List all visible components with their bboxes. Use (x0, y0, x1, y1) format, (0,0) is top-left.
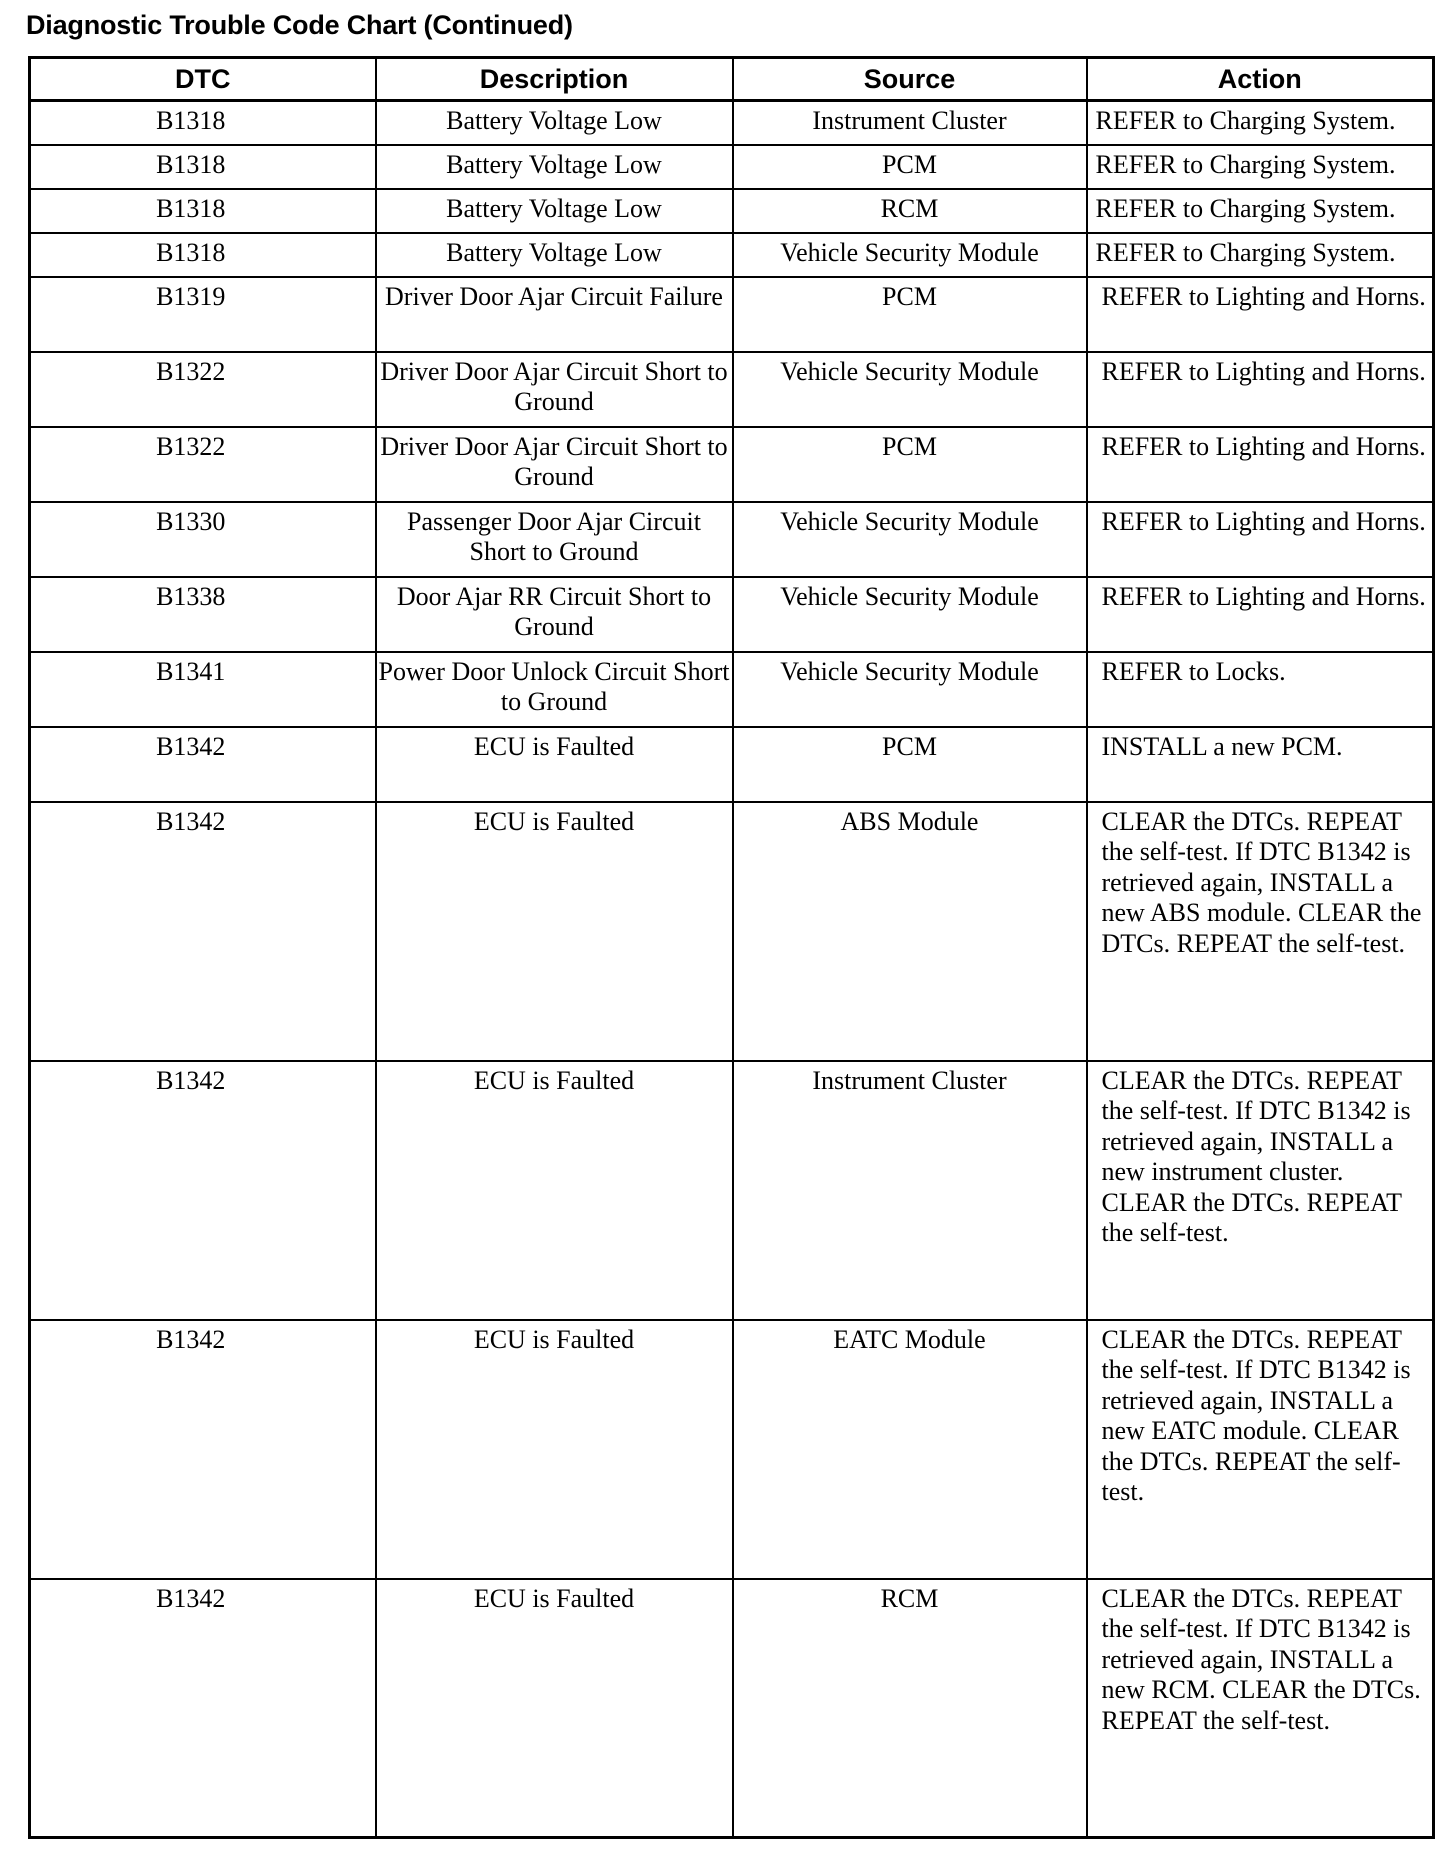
source-cell: Vehicle Security Module (733, 352, 1087, 427)
action-cell: REFER to Charging System. (1087, 101, 1434, 145)
action-cell: REFER to Lighting and Horns. (1087, 277, 1434, 352)
action-cell: REFER to Charging System. (1087, 189, 1434, 233)
action-cell: REFER to Lighting and Horns. (1087, 352, 1434, 427)
source-cell: ABS Module (733, 802, 1087, 1061)
dtc-cell: B1342 (30, 1579, 376, 1838)
column-header-action: Action (1087, 58, 1434, 101)
column-header-source: Source (733, 58, 1087, 101)
table-row (30, 427, 1434, 502)
dtc-cell: B1318 (30, 145, 376, 189)
action-cell: CLEAR the DTCs. REPEAT the self-test. If DTC B1342 is retrieved again, INSTALL a new RCM. CLEAR the DTCs. REPEAT the self-test. (1087, 1579, 1434, 1838)
table-row (30, 577, 1434, 652)
description-cell: Passenger Door Ajar Circuit Short to Ground (376, 502, 733, 577)
description-cell: Battery Voltage Low (376, 145, 733, 189)
description-cell: Battery Voltage Low (376, 189, 733, 233)
description-cell: ECU is Faulted (376, 727, 733, 802)
dtc-cell: B1342 (30, 802, 376, 1061)
source-cell: PCM (733, 277, 1087, 352)
dtc-cell: B1342 (30, 727, 376, 802)
description-cell: Driver Door Ajar Circuit Short to Ground (376, 352, 733, 427)
table-row (30, 1061, 1434, 1320)
dtc-table (28, 56, 1435, 1839)
table-header-row (30, 58, 1434, 101)
dtc-cell: B1342 (30, 1320, 376, 1579)
table-row (30, 1320, 1434, 1579)
description-cell: Driver Door Ajar Circuit Failure (376, 277, 733, 352)
action-cell: REFER to Lighting and Horns. (1087, 427, 1434, 502)
action-cell: INSTALL a new PCM. (1087, 727, 1434, 802)
action-cell: CLEAR the DTCs. REPEAT the self-test. If DTC B1342 is retrieved again, INSTALL a new instrument cluster. CLEAR the DTCs. REPEAT the self-test. (1087, 1061, 1434, 1320)
table-row (30, 1579, 1434, 1838)
description-cell: Power Door Unlock Circuit Short to Ground (376, 652, 733, 727)
action-cell: REFER to Charging System. (1087, 145, 1434, 189)
action-cell: REFER to Locks. (1087, 652, 1434, 727)
source-cell: Vehicle Security Module (733, 502, 1087, 577)
description-cell: ECU is Faulted (376, 1061, 733, 1320)
source-cell: PCM (733, 427, 1087, 502)
action-cell: CLEAR the DTCs. REPEAT the self-test. If DTC B1342 is retrieved again, INSTALL a new ABS module. CLEAR the DTCs. REPEAT the self-test. (1087, 802, 1434, 1061)
table-row (30, 502, 1434, 577)
dtc-cell: B1338 (30, 577, 376, 652)
dtc-cell: B1318 (30, 101, 376, 145)
description-cell: Battery Voltage Low (376, 101, 733, 145)
description-cell: ECU is Faulted (376, 1320, 733, 1579)
description-cell: Driver Door Ajar Circuit Short to Ground (376, 427, 733, 502)
page-title: Diagnostic Trouble Code Chart (Continued) (26, 10, 573, 40)
source-cell: RCM (733, 1579, 1087, 1838)
source-cell: Instrument Cluster (733, 1061, 1087, 1320)
source-cell: EATC Module (733, 1320, 1087, 1579)
dtc-cell: B1322 (30, 427, 376, 502)
table-row (30, 652, 1434, 727)
dtc-cell: B1330 (30, 502, 376, 577)
source-cell: PCM (733, 145, 1087, 189)
description-cell: ECU is Faulted (376, 802, 733, 1061)
source-cell: RCM (733, 189, 1087, 233)
source-cell: Vehicle Security Module (733, 652, 1087, 727)
table-row (30, 802, 1434, 1061)
description-cell: Battery Voltage Low (376, 233, 733, 277)
table-row (30, 101, 1434, 145)
source-cell: Vehicle Security Module (733, 233, 1087, 277)
table-row (30, 145, 1434, 189)
dtc-cell: B1318 (30, 189, 376, 233)
source-cell: Vehicle Security Module (733, 577, 1087, 652)
action-cell: CLEAR the DTCs. REPEAT the self-test. If DTC B1342 is retrieved again, INSTALL a new EATC module. CLEAR the DTCs. REPEAT the self-test. (1087, 1320, 1434, 1579)
column-header-dtc: DTC (30, 58, 376, 101)
action-cell: REFER to Charging System. (1087, 233, 1434, 277)
dtc-cell: B1322 (30, 352, 376, 427)
dtc-cell: B1342 (30, 1061, 376, 1320)
table-row (30, 352, 1434, 427)
table-row (30, 189, 1434, 233)
source-cell: Instrument Cluster (733, 101, 1087, 145)
dtc-cell: B1341 (30, 652, 376, 727)
description-cell: Door Ajar RR Circuit Short to Ground (376, 577, 733, 652)
table-row (30, 233, 1434, 277)
table-row (30, 277, 1434, 352)
description-cell: ECU is Faulted (376, 1579, 733, 1838)
action-cell: REFER to Lighting and Horns. (1087, 577, 1434, 652)
source-cell: PCM (733, 727, 1087, 802)
dtc-cell: B1318 (30, 233, 376, 277)
table-row (30, 727, 1434, 802)
dtc-cell: B1319 (30, 277, 376, 352)
action-cell: REFER to Lighting and Horns. (1087, 502, 1434, 577)
column-header-description: Description (376, 58, 733, 101)
